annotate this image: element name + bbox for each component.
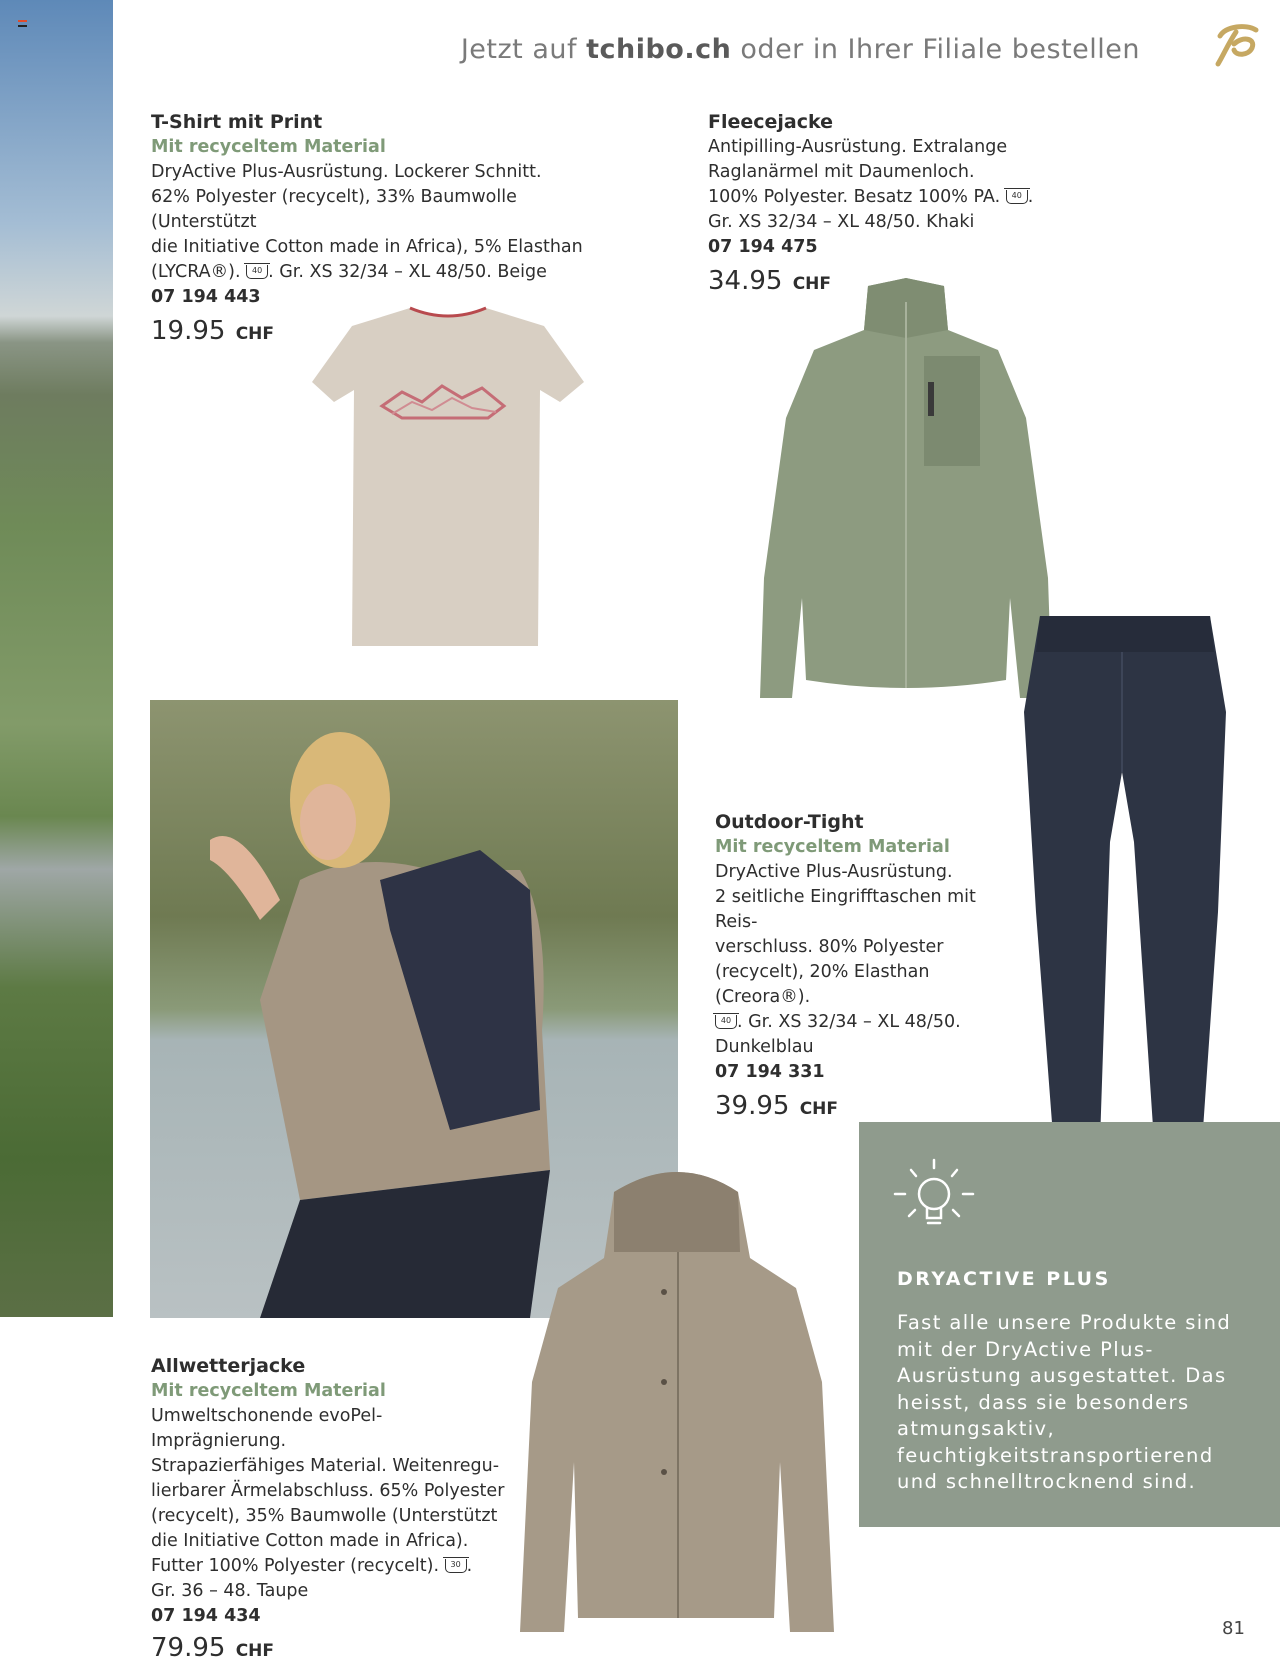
rain-jacket-image[interactable] xyxy=(518,1162,836,1643)
product-detail: verschluss. 80% Polyester xyxy=(715,937,944,957)
fleece-description xyxy=(708,110,1128,299)
article-number: 07 194 443 xyxy=(151,287,261,307)
product-price: 79.95 CHF xyxy=(151,1633,275,1663)
product-price: 34.95 CHF xyxy=(708,266,832,296)
wash-care-icon: 40 xyxy=(715,1015,737,1029)
header-site-link[interactable]: tchibo.ch xyxy=(586,34,732,65)
tight-description xyxy=(715,810,1015,1124)
outdoor-tight-image[interactable] xyxy=(1018,612,1230,1206)
wash-care-icon: 30 xyxy=(445,1559,467,1573)
product-detail: (recycelt), 20% Elasthan (Creora®). xyxy=(715,962,930,1007)
product-detail: 62% Polyester (recycelt), 33% Baumwolle (Unterstützt xyxy=(151,187,517,232)
product-detail: 2 seitliche Eingrifftaschen mit Reis- xyxy=(715,887,976,932)
product-detail: Gr. XS 32/34 – XL 48/50. Khaki xyxy=(708,212,975,232)
fleece-jacket-image[interactable] xyxy=(758,278,1053,726)
product-detail: (recycelt), 35% Baumwolle (Unterstützt xyxy=(151,1506,498,1526)
product-detail: (LYCRA®). 40 . Gr. XS 32/34 – XL 48/50. Beige xyxy=(151,262,547,282)
product-detail: 100% Polyester. Besatz 100% PA. 40 . xyxy=(708,187,1034,207)
header-prefix: Jetzt auf xyxy=(460,34,587,65)
tshirt-image[interactable] xyxy=(312,306,584,652)
product-price: 39.95 CHF xyxy=(715,1091,839,1121)
header-suffix: oder in Ihrer Filiale bestellen xyxy=(731,34,1140,65)
product-detail: Strapazierfähiges Material. Weitenregu- xyxy=(151,1456,500,1476)
product-detail: DryActive Plus-Ausrüstung. Lockerer Schnitt. xyxy=(151,162,542,182)
landscape-photo-strip xyxy=(0,0,113,1317)
product-subtitle: Mit recyceltem Material xyxy=(151,137,386,157)
product-detail: die Initiative Cotton made in Africa), 5% Elasthan xyxy=(151,237,583,257)
product-detail: Gr. 36 – 48. Taupe xyxy=(151,1581,309,1601)
product-detail: Raglanärmel mit Daumenloch. xyxy=(708,162,975,182)
product-detail: die Initiative Cotton made in Africa). xyxy=(151,1531,469,1551)
product-title: Outdoor-Tight xyxy=(715,811,864,833)
menu-icon xyxy=(18,20,27,27)
info-text: Fast alle unsere Produkte sind mit der DryActive Plus-Ausrüstung ausgestattet. Das heisst, dass sie besonders atmungsaktiv, feuchtigkeitstransportierend und schnelltrocknend sind. xyxy=(897,1311,1232,1493)
product-detail: lierbarer Ärmelabschluss. 65% Polyester xyxy=(151,1481,505,1501)
rain-jacket-description xyxy=(151,1354,511,1666)
page-number: 81 xyxy=(1222,1618,1245,1639)
product-title: T-Shirt mit Print xyxy=(151,111,323,133)
tchibo-logo-icon xyxy=(1212,22,1260,68)
article-number: 07 194 434 xyxy=(151,1606,261,1626)
product-detail: 40 . Gr. XS 32/34 – XL 48/50. xyxy=(715,1010,1015,1035)
product-price: 19.95 CHF xyxy=(151,316,275,346)
product-title: Allwetterjacke xyxy=(151,1355,306,1377)
product-title: Fleecejacke xyxy=(708,111,834,133)
product-subtitle: Mit recyceltem Material xyxy=(151,1381,386,1401)
info-title: DRYACTIVE PLUS xyxy=(897,1268,1111,1290)
product-subtitle: Mit recyceltem Material xyxy=(715,837,950,857)
product-detail: Dunkelblau xyxy=(715,1037,814,1057)
page-header xyxy=(461,34,1140,65)
product-detail: Umweltschonende evoPel-Imprägnierung. xyxy=(151,1406,383,1451)
article-number: 07 194 475 xyxy=(708,237,818,257)
product-detail: DryActive Plus-Ausrüstung. xyxy=(715,862,953,882)
article-number: 07 194 331 xyxy=(715,1062,825,1082)
product-detail: Antipilling-Ausrüstung. Extralange xyxy=(708,137,1008,157)
product-detail: Futter 100% Polyester (recycelt). 30 . xyxy=(151,1556,473,1576)
lightbulb-icon xyxy=(893,1158,975,1233)
wash-care-icon: 40 xyxy=(246,265,268,279)
wash-care-icon: 40 xyxy=(1006,190,1028,204)
